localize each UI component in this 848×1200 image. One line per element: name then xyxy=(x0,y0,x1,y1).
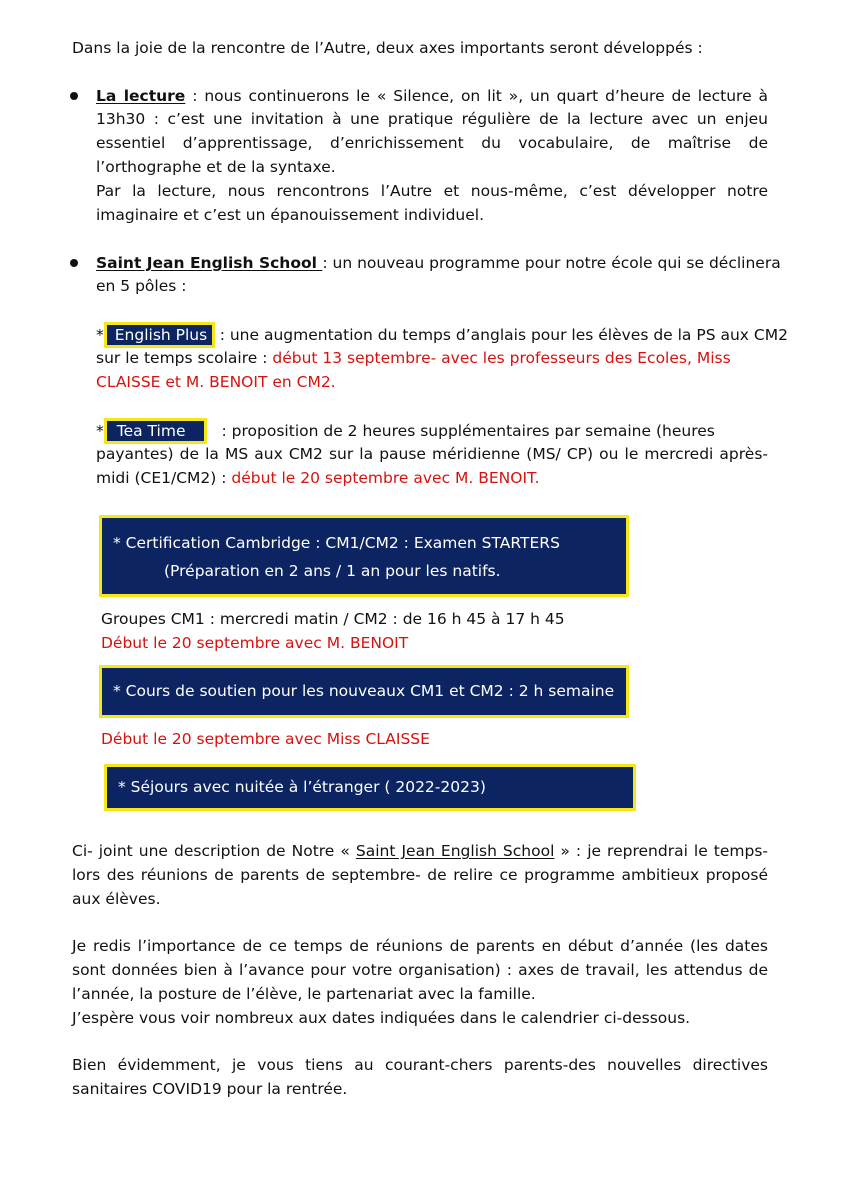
joint-link: Saint Jean English School xyxy=(355,842,555,860)
redis-line-1: Je redis l’importance de ce temps de réunions de parents en début d’année (les dates xyxy=(72,937,768,955)
school-line-2: en 5 pôles : xyxy=(96,277,187,295)
bullet-dot xyxy=(70,259,78,267)
lecture-line-3: essentiel d’apprentissage, d’enrichissement du vocabulaire, de maîtrise de xyxy=(96,134,768,152)
lecture-line-1-rest: : nous continuerons le « Silence, on lit », un quart d’heure de lecture à xyxy=(185,87,769,105)
intro-text: Dans la joie de la rencontre de l’Autre, deux axes importants seront développés : xyxy=(72,39,703,57)
school-line-1 xyxy=(96,251,781,275)
school-title: Saint Jean English School xyxy=(96,254,323,272)
english-plus-line-3: CLAISSE et M. BENOIT en CM2. xyxy=(96,373,336,391)
english-plus-line-2 xyxy=(96,346,768,370)
lecture-line-6: imaginaire et c’est un épanouissement individuel. xyxy=(96,206,484,224)
redis-line-4: J’espère vous voir nombreux aux dates indiquées dans le calendrier ci-dessous. xyxy=(72,1009,691,1027)
joint-line-1 xyxy=(72,839,768,863)
tea-time-line-3-black: midi (CE1/CM2) : xyxy=(96,469,232,487)
joint-post: » : je reprendrai le temps- xyxy=(554,842,768,860)
cambridge-box xyxy=(99,515,629,597)
tea-time-line-3-red: début le 20 septembre avec M. BENOIT. xyxy=(231,469,540,487)
tea-time-line-2: payantes) de la MS aux CM2 sur la pause méridienne (MS/ CP) ou le mercredi après- xyxy=(96,445,768,463)
soutien-line-1: * Cours de soutien pour les nouveaux CM1 et CM2 : 2 h semaine xyxy=(113,682,615,700)
sejours-line-1: * Séjours avec nuitée à l’étranger ( 2022-2023) xyxy=(118,778,486,796)
cambridge-groups: Groupes CM1 : mercredi matin / CM2 : de 16 h 45 à 17 h 45 xyxy=(101,610,565,628)
english-plus-line-1 xyxy=(96,322,788,348)
bullet-dot xyxy=(70,92,78,100)
tea-time-star: * xyxy=(96,422,104,440)
sejours-box xyxy=(104,764,636,811)
joint-line-2: lors des réunions de parents de septembre- de relire ce programme ambitieux proposé xyxy=(72,866,768,884)
cambridge-line-1: * Certification Cambridge : CM1/CM2 : Examen STARTERS xyxy=(113,534,560,552)
english-plus-line-2-red: début 13 septembre- avec les professeurs des Ecoles, Miss xyxy=(272,349,731,367)
lecture-line-4: l’orthographe et de la syntaxe. xyxy=(96,158,336,176)
english-plus-line-2-black: sur le temps scolaire : xyxy=(96,349,273,367)
tea-time-line-3 xyxy=(96,466,768,490)
redis-line-2: sont données bien à l’avance pour votre organisation) : axes de travail, les attendus de xyxy=(72,961,768,979)
lecture-line-5: Par la lecture, nous rencontrons l’Autre et nous-même, c’est développer notre xyxy=(96,182,768,200)
school-line-1-rest: : un nouveau programme pour notre école qui se déclinera xyxy=(322,254,781,272)
covid-line-2: sanitaires COVID19 pour la rentrée. xyxy=(72,1080,348,1098)
lecture-line-2: 13h30 : c’est une invitation à une pratique régulière de la lecture avec un enjeu xyxy=(96,110,768,128)
tea-time-line-1 xyxy=(96,418,768,444)
english-plus-tag: English Plus xyxy=(104,322,215,348)
soutien-box xyxy=(99,665,629,718)
english-plus-star: * xyxy=(96,326,104,344)
soutien-start: Début le 20 septembre avec Miss CLAISSE xyxy=(101,730,430,748)
english-plus-line-1-rest: : une augmentation du temps d’anglais pour les élèves de la PS aux CM2 xyxy=(219,326,788,344)
redis-line-3: l’année, la posture de l’élève, le partenariat avec la famille. xyxy=(72,985,536,1003)
tea-time-line-1-rest: : proposition de 2 heures supplémentaires par semaine (heures xyxy=(221,422,715,440)
joint-pre: Ci- joint une description de Notre « xyxy=(72,842,356,860)
cambridge-line-2: (Préparation en 2 ans / 1 an pour les natifs. xyxy=(164,562,501,580)
lecture-title: La lecture xyxy=(96,87,186,105)
tea-time-tag: Tea Time xyxy=(104,418,207,444)
joint-line-3: aux élèves. xyxy=(72,890,161,908)
cambridge-start: Début le 20 septembre avec M. BENOIT xyxy=(101,634,409,652)
lecture-line-1 xyxy=(96,84,768,108)
covid-line-1: Bien évidemment, je vous tiens au courant-chers parents-des nouvelles directives xyxy=(72,1056,768,1074)
